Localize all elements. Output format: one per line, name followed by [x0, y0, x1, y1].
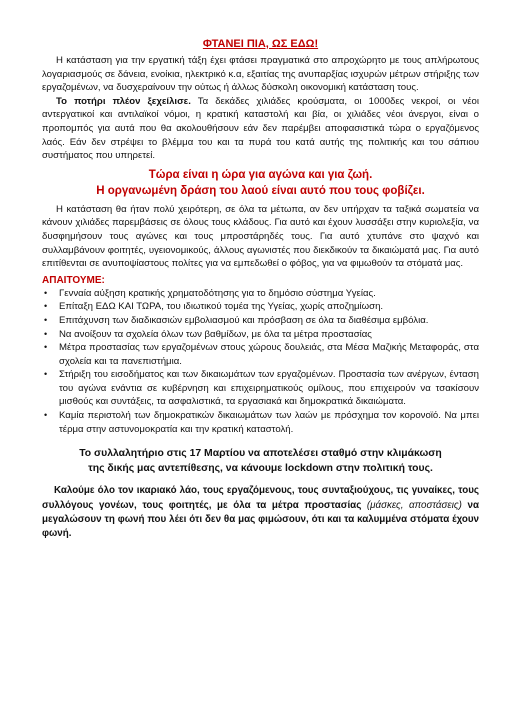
- call-text-1: Καλούμε όλο τον ικαριακό λάο, τους εργαζόμενους, τους συνταξιούχους, τις γυναίκες, τους συλλόγους γονέων, τους φοιτητές, με όλα τα μέτρα προστασίας: [42, 485, 479, 511]
- bullet-icon: •: [44, 410, 48, 421]
- call-text-2: να μεγαλώσουν τη φωνή που λέει ότι δεν θα μας φιμώσουν, ότι και τα καλυμμένα στόματα έχουν φωνή.: [42, 499, 479, 540]
- rally-line-2: της δικής μας αντεπίθεσης, να κάνουμε lockdown στην πολιτική τους.: [88, 463, 433, 475]
- demand-item: [42, 341, 479, 368]
- bullet-icon: •: [44, 342, 48, 353]
- demand-text: Στήριξη του εισοδήματος και των δικαιωμάτων των εργαζομένων. Προστασία των ανέργων, ένταση του αγώνα ενάντια σε κυβέρνηση και επιχειρηματικούς ομίλους, που επιχειρούν να τσακίσουν μισθούς και συντάξεις, τα ασφαλιστικά, τα εργασιακά και δημοκρατικά δικαιώματα.: [59, 369, 479, 408]
- bullet-icon: •: [44, 369, 48, 380]
- demand-item: [42, 409, 479, 436]
- demand-text: Να ανοίξουν τα σχολεία όλων των βαθμίδων, με όλα τα μέτρα προστασίας: [59, 328, 372, 340]
- overflow-paragraph: [42, 95, 479, 163]
- call-text-italic: (μάσκες, αποστάσεις): [366, 499, 462, 511]
- situation-paragraph: Η κατάσταση θα ήταν πολύ χειρότερη, σε όλα τα μέτωπα, αν δεν υπήρχαν τα ταξικά σωματεία να κάνουν χιλιάδες παρεμβάσεις σε όλους τους κλάδους. Για αυτό και έχουν λυσσάξει στην κυριολεξία, να δυσφημήσουν τους αγώνες και τους μπροστάρηδές τους. Για αυτό χτυπάνε στο ψαχνό και συλλαμβάνουν φοιτητές, υγειονομικούς, άλλους αγωνιστές που διεκδικούν τα δικαιώματά μας. Για αυτό επιτίθενται σε ανυποψίαστους πολίτες για να εμπεδωθεί ο φόβος, για να φιμωθούν τα στόματά μας.: [42, 203, 479, 270]
- demand-item: [42, 328, 479, 342]
- demand-text: Γενναία αύξηση κρατικής χρηματοδότησης για το δημόσιο σύστημα Υγείας.: [59, 287, 376, 299]
- rally-line-1: Το συλλαλητήριο στις 17 Μαρτίου να αποτελέσει σταθμό στην κλιμάκωση: [79, 448, 442, 460]
- demands-list: [42, 287, 479, 437]
- bullet-icon: •: [44, 301, 48, 312]
- demand-item: [42, 300, 479, 314]
- overflow-text: Τα δεκάδες χιλιάδες κρούσματα, οι 1000δες νεκροί, οι νέοι αντεργατικοί και αντιλαϊκοί νόμοι, η κρατική καταστολή και βία, οι χιλιάδες νέοι άνεργοι, είναι ο προπομπός για αυτά που θα ακολουθήσουν εάν δεν παρέμβει αποφασιστικά τώρα ο εργαζόμενος λαός. Εάν δεν στρέψει το βλέμμα του και τα πυρά του κατά αυτής της πολιτικής και του σάπιου συστήματος που υπηρετεί.: [42, 95, 479, 162]
- leaflet-title: ΦΤΑΝΕΙ ΠΙΑ, ΩΣ ΕΔΩ!: [202, 38, 319, 50]
- intro-paragraph: Η κατάσταση για την εργατική τάξη έχει φτάσει πραγματικά στο απροχώρητο με τους απλήρωτους λογαριασμούς σε δάνεια, ενοίκια, ηλεκτρικό κ.α, εξαιτίας της ανυπαρξίας ισχυρών μέτρων στήριξης των εργαζομένων, να δυσχεραίνουν την ούτως ή άλλως δύσκολη οικονομική κατάσταση τους.: [42, 55, 479, 94]
- overflow-lead: Το ποτήρι πλέον ξεχείλισε.: [56, 95, 191, 107]
- demands-title: ΑΠΑΙΤΟΥΜΕ:: [42, 274, 105, 286]
- headline-line-2: Η οργανωμένη δράση του λαού είναι αυτό που τους φοβίζει.: [96, 184, 425, 197]
- headline-line-1: Τώρα είναι η ώρα για αγώνα και για ζωή.: [148, 168, 373, 181]
- demand-text: Επίταξη ΕΔΩ ΚΑΙ ΤΩΡΑ, του ιδιωτικού τομέα της Υγείας, χωρίς αποζημίωση.: [59, 301, 384, 313]
- call-paragraph: [42, 484, 479, 542]
- demand-item: [42, 314, 479, 328]
- bullet-icon: •: [44, 287, 48, 298]
- demand-item: [42, 368, 479, 409]
- rally-announcement: [42, 446, 479, 476]
- demand-text: Καμία περιστολή των δημοκρατικών δικαιωμάτων των λαών με πρόσχημα τον κορονοϊό. Να μπει τέρμα στην αστυνομοκρατία και την κρατική καταστολή.: [59, 410, 479, 435]
- demand-item: [42, 287, 479, 301]
- headline-block: [42, 167, 479, 199]
- bullet-icon: •: [44, 314, 48, 325]
- demand-text: Μέτρα προστασίας των εργαζομένων στους χώρους δουλειάς, στα Μέσα Μαζικής Μεταφοράς, στα σχολεία και τα πανεπιστήμια.: [59, 342, 479, 367]
- bullet-icon: •: [44, 328, 48, 339]
- demand-text: Επιτάχυνση των διαδικασιών εμβολιασμού και πρόσβαση σε όλα τα διαθέσιμα εμβόλια.: [59, 314, 429, 326]
